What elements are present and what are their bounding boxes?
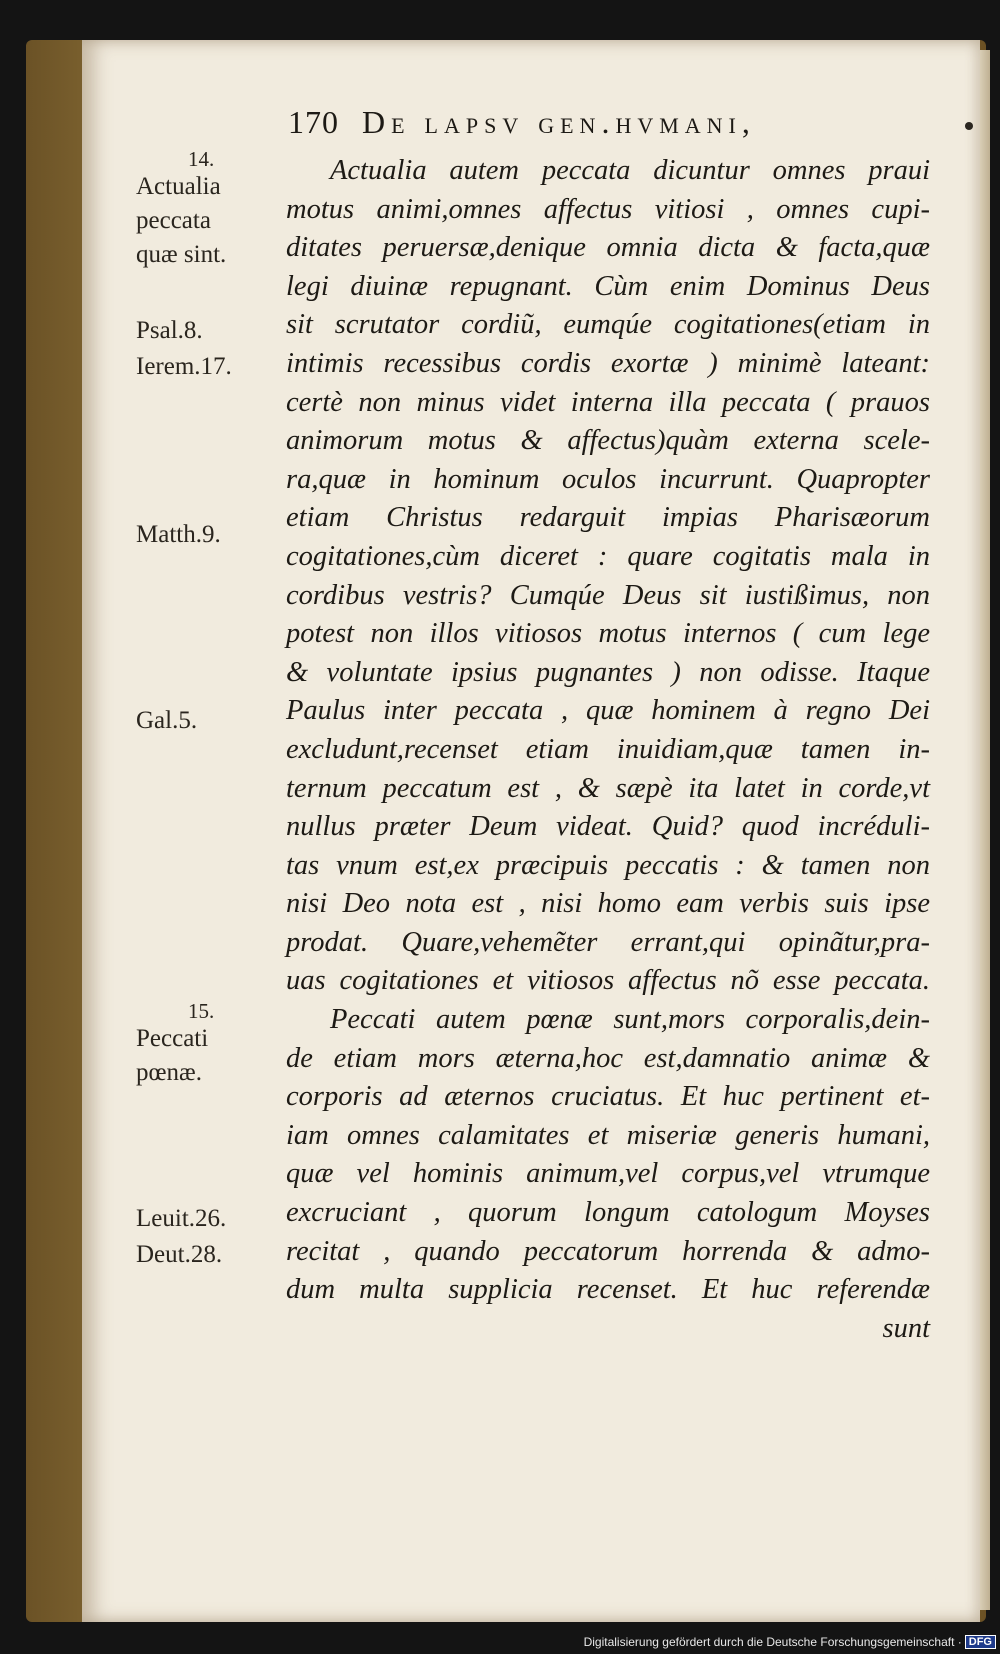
page-number: 170 [288,104,339,140]
text-line: prodat. Quare,vehemẽter errant,qui opinãtur,pra- [286,926,930,958]
margin-note-14 [136,148,226,272]
margin-note-line: pœnæ. [136,1059,202,1086]
margin-note-number: 15. [188,999,215,1023]
margin-note-deut: Deut.28. [136,1241,223,1268]
text-line: Peccati autem pœnæ sunt,mors corporalis,dein- [330,1004,930,1036]
text-line: cogitationes,cùm diceret : quare cogitatis mala in [286,540,930,572]
footer-text: Digitalisierung gefördert durch die Deutsche Forschungsgemeinschaft · [583,1635,962,1649]
text-line: sit scrutator cordiũ, eumqúe cogitationes(etiam in [286,309,930,341]
text-line: Paulus inter peccata , quæ hominem à regno Dei [286,695,930,727]
margin-note-ierem: Ierem.17. [136,353,232,380]
text-line: ra,quæ in hominum oculos incurrunt. Quapropter [286,463,930,495]
text-line: nisi Deo nota est , nisi homo eam verbis suis ipse [286,888,930,920]
digitization-footer [584,1632,996,1652]
text-line: etiam Christus redarguit impias Pharisæorum [286,502,930,534]
text-line: tas vnum est,ex præcipuis peccatis : & tamen non [286,849,930,881]
catchword: sunt [882,1312,930,1344]
text-line: dum multa supplicia recenset. Et huc referendæ [286,1274,930,1306]
margin-note-psal: Psal.8. [136,317,203,344]
text-line: & voluntate ipsius pugnantes ) non odisse. Itaque [286,656,930,688]
margin-note-15 [136,1000,214,1090]
text-line: ditates peruersæ,denique omnia dicta & facta,quæ [286,232,930,264]
text-line: uas cogitationes et vitiosos affectus nõ esse peccata. [286,965,930,997]
text-line: Actualia autem peccata dicuntur omnes praui [330,155,930,186]
text-line: intimis recessibus cordis exortæ ) minimè lateant: [286,347,930,379]
text-line: cordibus vestris? Cumqúe Deus sit iustißimus, non [286,579,930,611]
text-line: potest non illos vitiosos motus internos ( cum lege [286,618,930,650]
margin-note-matth: Matth.9. [136,521,221,548]
margin-note-line: quæ sint. [136,241,227,268]
text-line: recitat , quando peccatorum horrenda & admo- [286,1235,930,1267]
text-line: legi diuinæ repugnant. Cùm enim Dominus Deus [286,270,930,302]
text-line: quæ vel hominis animum,vel corpus,vel vtrumque [286,1158,930,1190]
text-line: de etiam mors æterna,hoc est,damnatio animæ & [286,1042,930,1074]
running-title: De lapsv gen.hvmani, [362,104,756,140]
text-line: excruciant , quorum longum catologum Moyses [286,1197,930,1229]
text-line: excludunt,recenset etiam inuidiam,quæ tamen in- [286,733,930,765]
margin-note-number: 14. [188,147,215,171]
margin-note-leuit: Leuit.26. [136,1205,227,1232]
margin-note-line: Peccati [136,1025,209,1052]
text-line: animorum motus & affectus)quàm externa scele- [286,425,930,457]
text-line: iam omnes calamitates et miseriæ generis humani, [286,1119,930,1151]
dfg-logo: DFG [965,1635,996,1649]
text-line: corporis ad æternos cruciatus. Et huc pertinent et- [286,1081,930,1113]
margin-note-line: peccata [136,207,211,234]
body-text [286,152,930,1348]
page-right-edge [980,50,990,1610]
margin-note-gal: Gal.5. [136,707,198,734]
text-line: nullus præter Deum videat. Quid? quod incréduli- [286,811,930,843]
margin-note-line: Actualia [136,173,221,200]
header-ornament [965,122,973,130]
text-line: ternum peccatum est , & sæpè ita latet in corde,vt [286,772,930,804]
text-line: motus animi,omnes affectus vitiosi , omnes cupi- [286,193,930,225]
text-line: certè non minus videt interna illa peccata ( prauos [286,386,930,418]
running-header [288,104,908,144]
